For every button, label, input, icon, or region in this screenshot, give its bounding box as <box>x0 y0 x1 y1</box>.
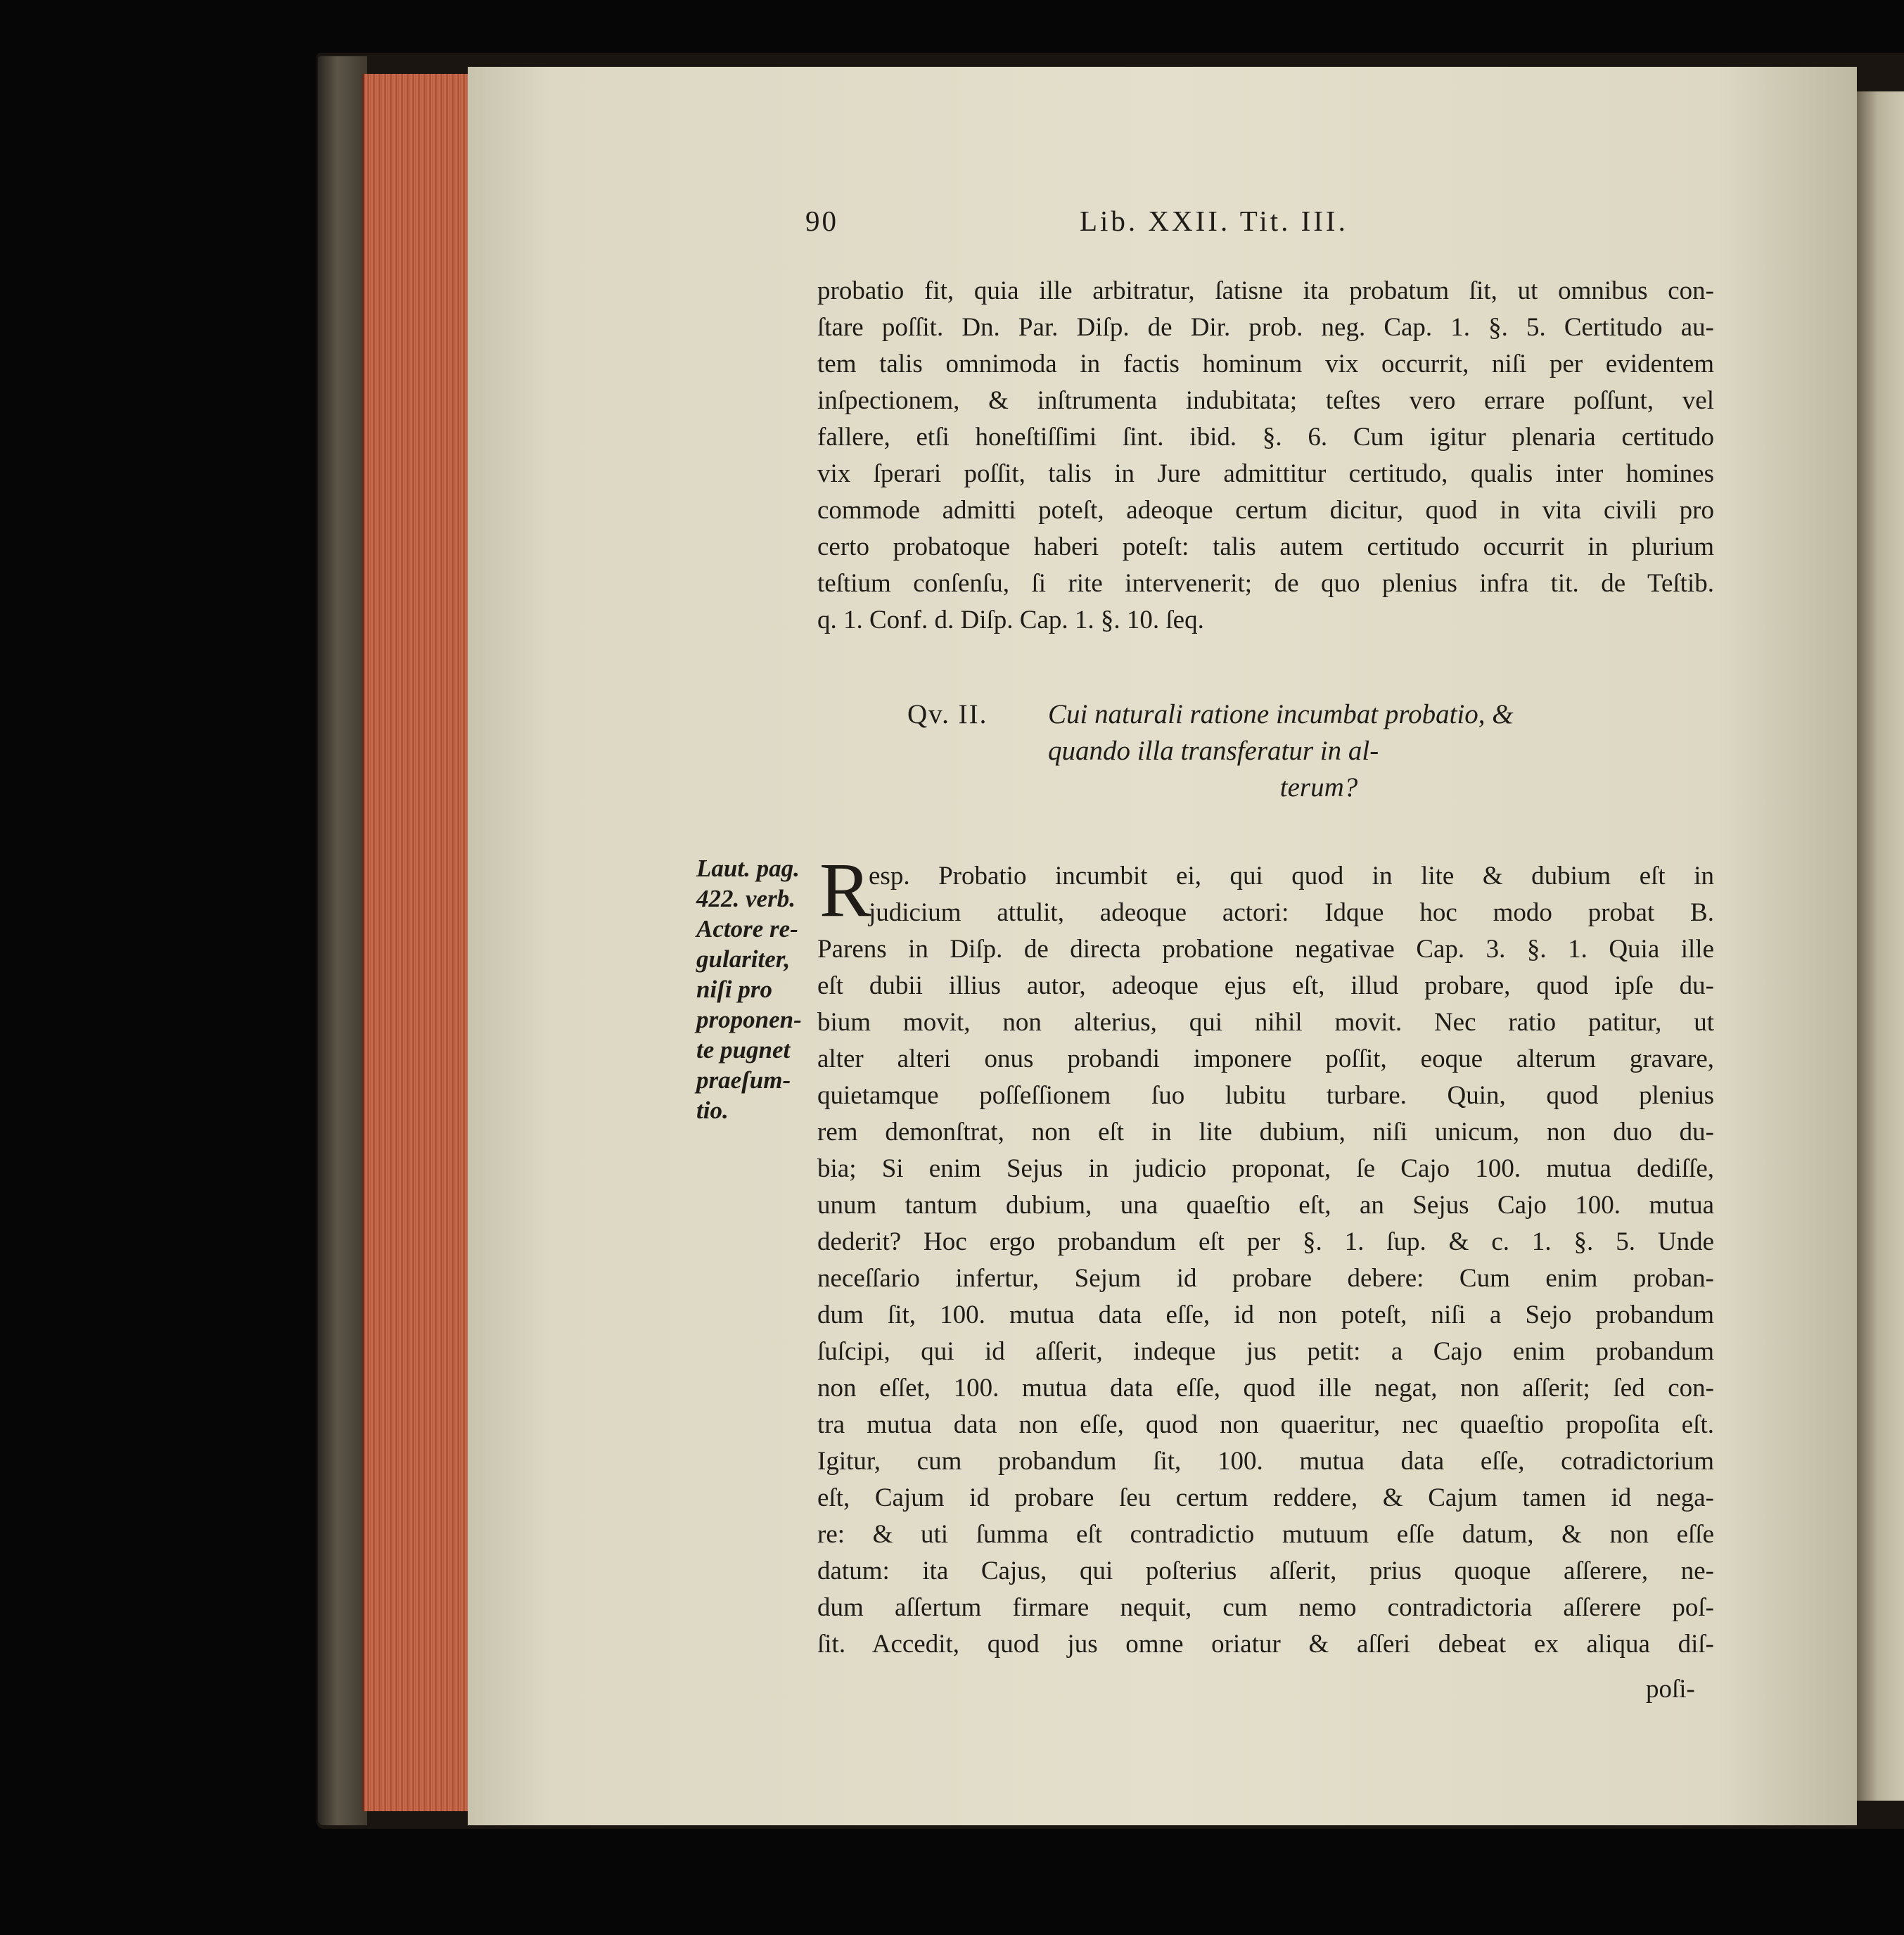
text-line: datum: ita Cajus, qui poſterius aſſerit, prius quoque aſſerere, ne- <box>817 1557 1714 1585</box>
text-line: tra mutua data non eſſe, quod non quaeritur, nec quaeſtio propoſita eſt. <box>817 1410 1714 1439</box>
page-header <box>805 204 1797 246</box>
text-line: bium movit, non alterius, qui nihil movit. Nec ratio patitur, ut <box>817 1008 1714 1037</box>
text-line: fallere, etſi honeſtiſſimi ſint. ibid. §. 6. Cum igitur plenaria certitudo <box>817 423 1714 452</box>
margin-note-line: praeſum- <box>696 1066 791 1094</box>
book-cover-edge <box>318 56 367 1825</box>
text-line: eſt dubii illius autor, adeoque ejus eſt, illud probare, quod ipſe du- <box>817 971 1714 1000</box>
text-line: non eſſet, 100. mutua data eſſe, quod ille negat, non aſſerit; ſed con- <box>817 1374 1714 1403</box>
response-paragraph <box>817 931 1714 1663</box>
question-line: terum? <box>1279 772 1358 803</box>
text-line: Igitur, cum probandum ſit, 100. mutua data eſſe, cotradictorium <box>817 1447 1714 1476</box>
margin-note-line: proponen- <box>696 1006 802 1033</box>
text-line: judicium attulit, adeoque actori: Idque hoc modo probat B. <box>869 898 1714 927</box>
text-line: alter alteri onus probandi imponere poſſit, eoque alterum gravare, <box>817 1045 1714 1073</box>
question-line: Cui naturali ratione incumbat probatio, & <box>1048 699 1514 729</box>
question-line: quando illa transferatur in al- <box>1048 736 1379 766</box>
page-number: 90 <box>805 205 838 237</box>
page-edges <box>362 74 470 1811</box>
text-line: quietamque poſſeſſionem ſuo lubitu turbare. Quin, quod plenius <box>817 1081 1714 1110</box>
margin-note-line: 422. verb. <box>696 885 796 912</box>
text-line: neceſſario infertur, Sejum id probare debere: Cum enim proban- <box>817 1264 1714 1293</box>
facing-page-edge <box>1857 91 1904 1801</box>
top-paragraph <box>817 273 1714 639</box>
text-line: unum tantum dubium, una quaeſtio eſt, an Sejus Cajo 100. mutua <box>817 1191 1714 1220</box>
text-line: dum ſit, 100. mutua data eſſe, id non poteſt, niſi a Sejo probandum <box>817 1301 1714 1329</box>
text-line: q. 1. Conf. d. Diſp. Cap. 1. §. 10. ſeq. <box>817 606 1204 634</box>
margin-note-line: gulariter, <box>696 945 791 973</box>
text-line: commode admitti poteſt, adeoque certum dicitur, quod in vita civili pro <box>817 496 1714 525</box>
text-line: vix ſperari poſſit, talis in Jure admittitur certitudo, qualis inter homines <box>817 459 1714 488</box>
text-line: rem demonſtrat, non eſt in lite dubium, niſi unicum, non duo du- <box>817 1118 1714 1147</box>
margin-note-line: niſi pro <box>696 976 772 1003</box>
text-line: eſt, Cajum id probare ſeu certum reddere, & Cajum tamen id nega- <box>817 1483 1714 1512</box>
text-line: teſtium conſenſu, ſi rite intervenerit; de quo plenius infra tit. de Teſtib. <box>817 569 1714 598</box>
text-line: dederit? Hoc ergo probandum eſt per §. 1. ſup. & c. 1. §. 5. Unde <box>817 1227 1714 1256</box>
text-line: tem talis omnimoda in factis hominum vix occurrit, niſi per evidentem <box>817 350 1714 378</box>
drop-capital: R <box>819 847 871 933</box>
question-label: Qv. II. <box>907 699 988 729</box>
text-line: esp. Probatio incumbit ei, qui quod in lite & dubium eſt in <box>869 862 1714 890</box>
margin-note-line: Actore re- <box>696 915 798 943</box>
text-line: bia; Si enim Sejus in judicio proponat, ſe Cajo 100. mutua dediſſe, <box>817 1154 1714 1183</box>
response-lines-indented <box>869 858 1714 931</box>
text-line: inſpectionem, & inſtrumenta indubitata; teſtes vero errare poſſunt, vel <box>817 386 1714 415</box>
text-line: ſit. Accedit, quod jus omne oriatur & aſſeri debeat ex aliqua diſ- <box>817 1630 1714 1659</box>
text-line: re: & uti ſumma eſt contradictio mutuum eſſe datum, & non eſſe <box>817 1520 1714 1549</box>
margin-note-line: Laut. pag. <box>696 855 800 882</box>
text-line: certo probatoque haberi poteſt: talis autem certitudo occurrit in plurium <box>817 532 1714 561</box>
margin-note-line: tio. <box>696 1097 729 1124</box>
catchword: poſi- <box>1646 1675 1695 1704</box>
text-line: ſtare poſſit. Dn. Par. Diſp. de Dir. prob. neg. Cap. 1. §. 5. Certitudo au- <box>817 313 1714 342</box>
margin-note <box>696 853 812 1125</box>
text-line: dum aſſertum firmare nequit, cum nemo contradictoria aſſerere poſ- <box>817 1593 1714 1622</box>
running-title: Lib. XXII. Tit. III. <box>1080 205 1348 237</box>
text-line: Parens in Diſp. de directa probatione negativae Cap. 3. §. 1. Quia ille <box>817 935 1714 964</box>
margin-note-line: te pugnet <box>696 1036 791 1064</box>
text-line: probatio fit, quia ille arbitratur, ſatisne ita probatum ſit, ut omnibus con- <box>817 276 1714 305</box>
text-line: ſuſcipi, qui id aſſerit, indeque jus petit: a Cajo enim probandum <box>817 1337 1714 1366</box>
